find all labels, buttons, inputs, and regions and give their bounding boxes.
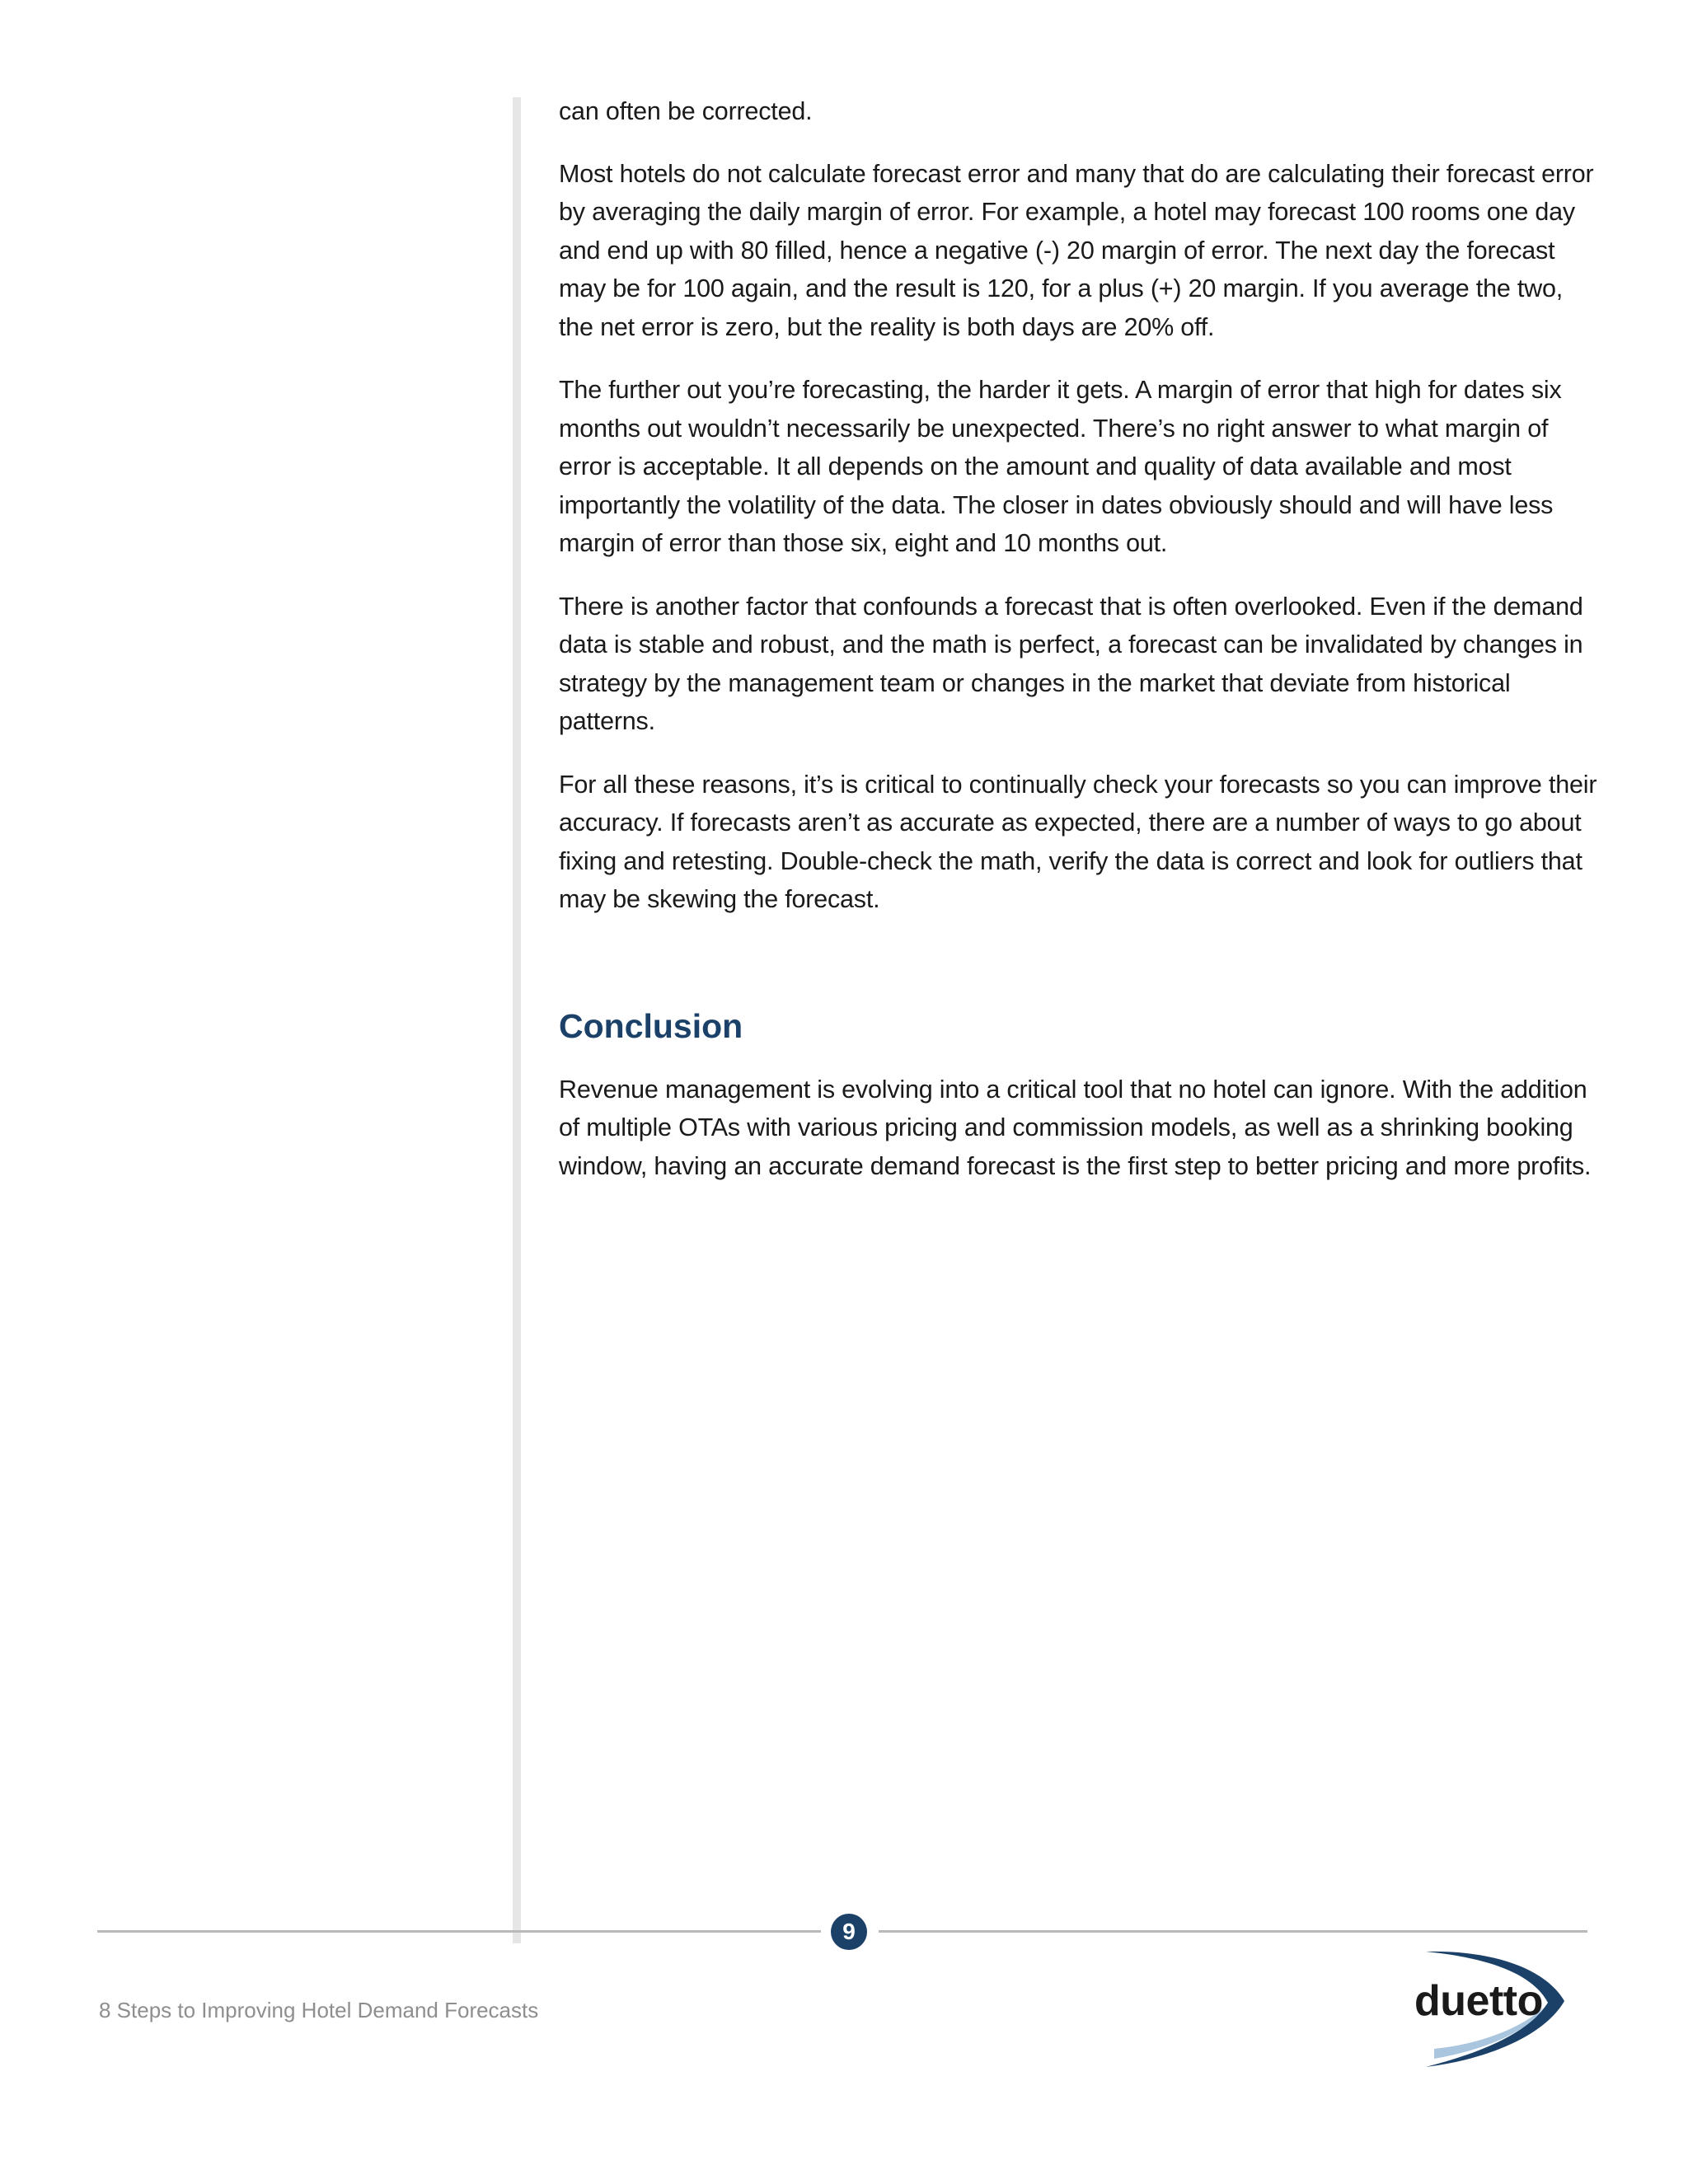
- conclusion-paragraph: Revenue management is evolving into a critical tool that no hotel can ignore. With the addition of multiple OTAs with various pricing and commission models, as well as a shrinking booking window, having an accurate demand forecast is the first step to better pricing and more profits.: [559, 1075, 1592, 1180]
- footer-divider-left: [97, 1930, 821, 1933]
- side-margin-rule: [513, 97, 521, 1943]
- duetto-logo: [1401, 1943, 1591, 2075]
- paragraph-3: The further out you’re forecasting, the harder it gets. A margin of error that high for dates six months out wouldn’t necessarily be unexpected. There’s no right answer to what margin of error is acceptable. It all depends on the amount and quality of data available and most importantly the volatility of the data. The closer in dates obviously should and will have less margin of error than those six, eight and 10 months out.: [559, 376, 1562, 557]
- page-number-badge: 9: [831, 1914, 867, 1950]
- footer-document-title: 8 Steps to Improving Hotel Demand Forecasts: [99, 1998, 539, 2022]
- paragraph-4: There is another factor that confounds a forecast that is often overlooked. Even if the demand data is stable and robust, and the math is perfect, a forecast can be invalidated by changes in strategy by the management team or changes in the market that deviate from historical patterns.: [559, 592, 1583, 735]
- footer-divider-right: [879, 1930, 1587, 1933]
- paragraph-2: Most hotels do not calculate forecast error and many that do are calculating their forecast error by averaging the daily margin of error. For example, a hotel may forecast 100 rooms one day and end up with 80 filled, hence a negative (-) 20 margin of error. The next day the forecast may be for 100 again, and the result is 120, for a plus (+) 20 margin. If you average the two, the net error is zero, but the reality is both days are 20% off.: [559, 159, 1594, 341]
- logo-wordmark: duetto: [1414, 1977, 1543, 2025]
- conclusion-heading: Conclusion: [559, 1006, 743, 1045]
- paragraph-5: For all these reasons, it’s is critical to continually check your forecasts so you can improve their accuracy. If forecasts aren’t as accurate as expected, there are a number of ways to go about fixing and retesting. Double-check the math, verify the data is correct and look for outliers that may be skewing the forecast.: [559, 770, 1597, 913]
- paragraph-1: can often be corrected.: [559, 97, 813, 125]
- page-content: [559, 92, 1599, 1210]
